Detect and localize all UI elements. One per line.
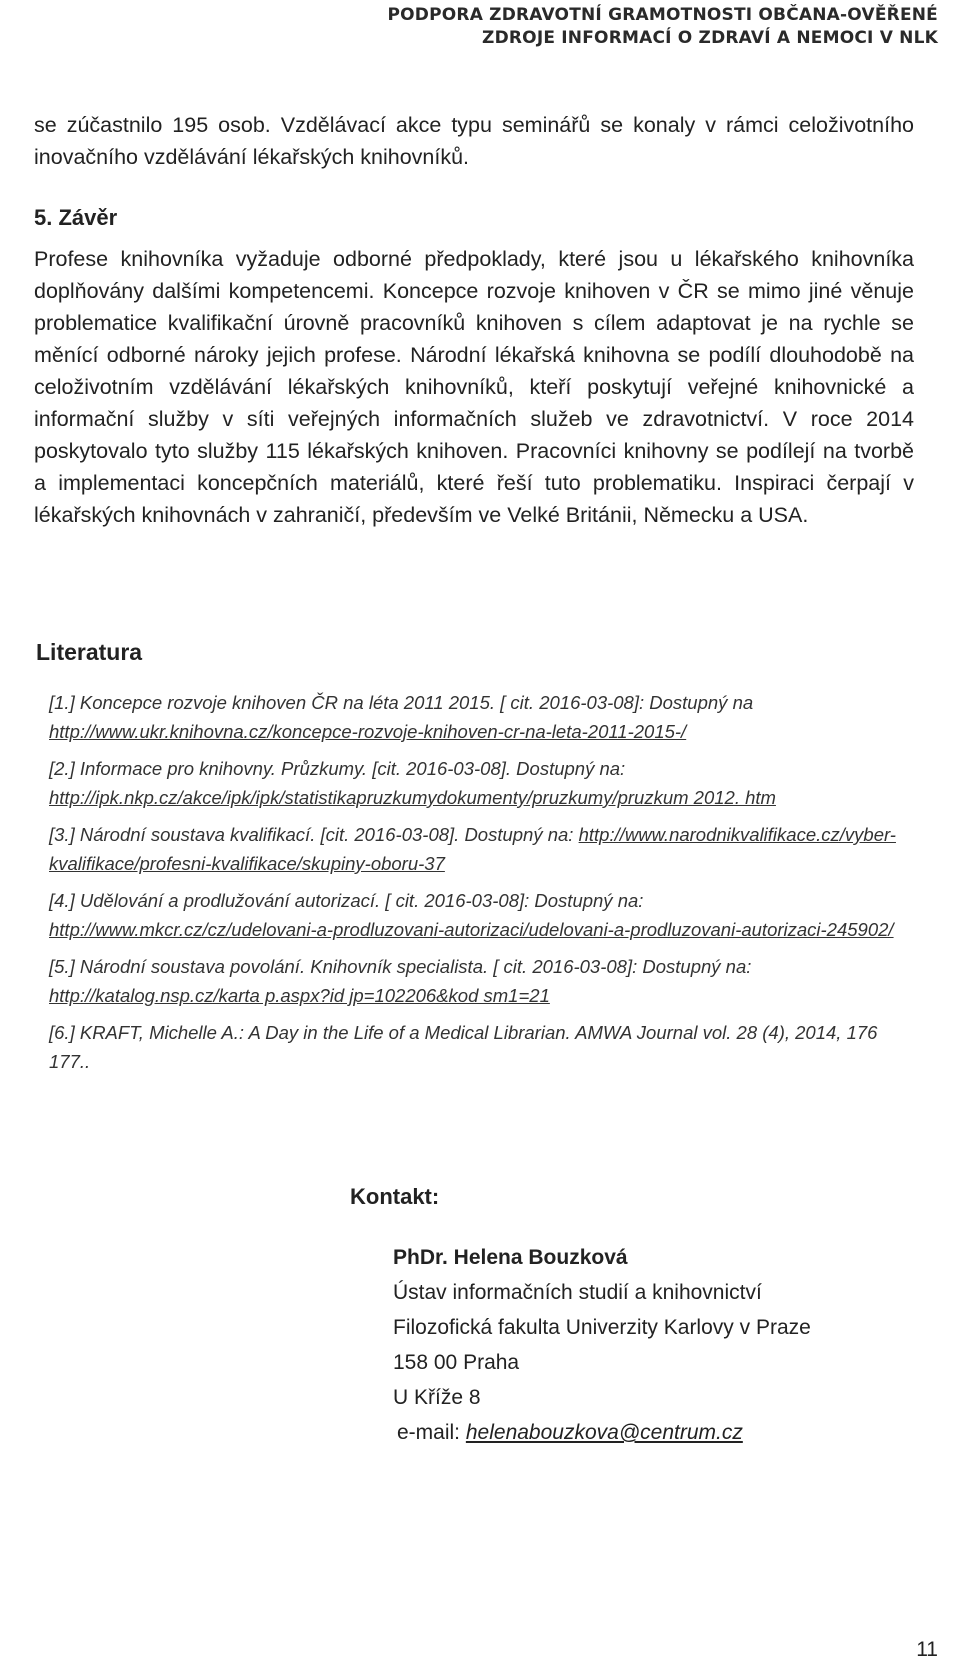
reference-text: Koncepce rozvoje knihoven ČR na léta 2011 2015. [ cit. 2016-03-08]: Dostupný na bbox=[79, 692, 754, 713]
reference-link[interactable]: http://katalog.nsp.cz/karta p.aspx?id jp=102206&kod sm1=21 bbox=[49, 985, 550, 1006]
reference-number: [2.] bbox=[49, 758, 75, 779]
contact-street: U Kříže 8 bbox=[393, 1386, 481, 1409]
contact-name: PhDr. Helena Bouzková bbox=[393, 1246, 628, 1269]
contact-email-line bbox=[393, 1415, 811, 1450]
reference-text: Národní soustava kvalifikací. [cit. 2016-03-08]. Dostupný na: bbox=[79, 824, 579, 845]
contact-block bbox=[393, 1240, 811, 1450]
reference-list bbox=[36, 688, 916, 1084]
conclusion-section bbox=[34, 202, 914, 531]
conclusion-paragraph: Profese knihovníka vyžaduje odborné předpoklady, které jsou u lékařského knihovníka doplňovány dalšími kompetencemi. Koncepce rozvoje knihoven v ČR se mimo jiné věnuje problematice kvalifikační úrovně pracovníků knihoven s cílem adaptovat je na rychle se měnící odborné nároky jejich profese. Národní lékařská knihovna se podílí dlouhodobě na celoživotním vzdělávání lékařských knihovníků, kteří poskytují veřejné knihovnické a informační služby v síti veřejných informačních služeb ve zdravotnictví. V roce 2014 poskytovalo tyto služby 115 lékařských knihoven. Pracovníci knihovny se podílejí na tvorbě a implementaci koncepčních materiálů, které řeší tuto problematiku. Inspiraci čerpají v lékařských knihovnách v zahraničí, především ve Velké Británii, Německu a USA. bbox=[34, 247, 914, 527]
contact-faculty: Filozofická fakulta Univerzity Karlovy v Praze bbox=[393, 1316, 811, 1339]
contact-institute: Ústav informačních studií a knihovnictví bbox=[393, 1281, 762, 1304]
reference-number: [6.] bbox=[49, 1022, 75, 1043]
reference-link[interactable]: http://ipk.nkp.cz/akce/ipk/ipk/statistikapruzkumydokumenty/pruzkumy/pruzkum 2012. htm bbox=[49, 787, 776, 808]
literature-heading: Literatura bbox=[36, 639, 143, 665]
reference-link[interactable]: http://www.mkcr.cz/cz/udelovani-a-prodluzovani-autorizaci/udelovani-a-prodluzovani-autorizaci-245902/ bbox=[49, 919, 894, 940]
reference-number: [5.] bbox=[49, 956, 75, 977]
running-header-line-1: PODPORA ZDRAVOTNÍ GRAMOTNOSTI OBČANA-OVĚŘENÉ bbox=[387, 5, 938, 25]
intro-paragraph: se zúčastnilo 195 osob. Vzdělávací akce typu seminářů se konaly v rámci celoživotního inovačního vzdělávání lékařských knihovníků. bbox=[34, 113, 914, 169]
reference-text: Národní soustava povolání. Knihovník specialista. [ cit. 2016-03-08]: Dostupný na: bbox=[79, 956, 752, 977]
reference-link[interactable]: http://www.narodnikvalifikace.cz/vyber-kvalifikace/profesni-kvalifikace/skupiny-oboru-37 bbox=[49, 824, 896, 874]
reference-number: [3.] bbox=[49, 824, 75, 845]
page-number: 11 bbox=[916, 1638, 938, 1661]
reference-number: [1.] bbox=[49, 692, 75, 713]
contact-postal: 158 00 Praha bbox=[393, 1351, 520, 1374]
email-link[interactable]: helenabouzkova@centrum.cz bbox=[465, 1421, 743, 1444]
running-header bbox=[387, 4, 938, 50]
email-label: e-mail: bbox=[397, 1421, 466, 1444]
reference-link[interactable]: http://www.ukr.knihovna.cz/koncepce-rozvoje-knihoven-cr-na-leta-2011-2015-/ bbox=[49, 721, 687, 742]
reference-text: KRAFT, Michelle A.: A Day in the Life of a Medical Librarian. AMWA Journal vol. 28 (4), 2014, 176 177.. bbox=[49, 1022, 878, 1072]
reference-item bbox=[36, 688, 916, 746]
reference-item bbox=[36, 820, 916, 878]
reference-item bbox=[36, 886, 916, 944]
reference-text: Udělování a prodlužování autorizací. [ cit. 2016-03-08]: Dostupný na: bbox=[79, 890, 644, 911]
reference-text: Informace pro knihovny. Průzkumy. [cit. 2016-03-08]. Dostupný na: bbox=[79, 758, 626, 779]
section-heading: 5. Závěr bbox=[34, 205, 118, 230]
reference-item bbox=[36, 952, 916, 1010]
reference-number: [4.] bbox=[49, 890, 75, 911]
running-header-line-2: ZDROJE INFORMACÍ O ZDRAVÍ A NEMOCI V NLK bbox=[482, 28, 938, 48]
reference-item bbox=[36, 1018, 916, 1076]
contact-heading: Kontakt: bbox=[350, 1184, 440, 1209]
reference-item bbox=[36, 754, 916, 812]
